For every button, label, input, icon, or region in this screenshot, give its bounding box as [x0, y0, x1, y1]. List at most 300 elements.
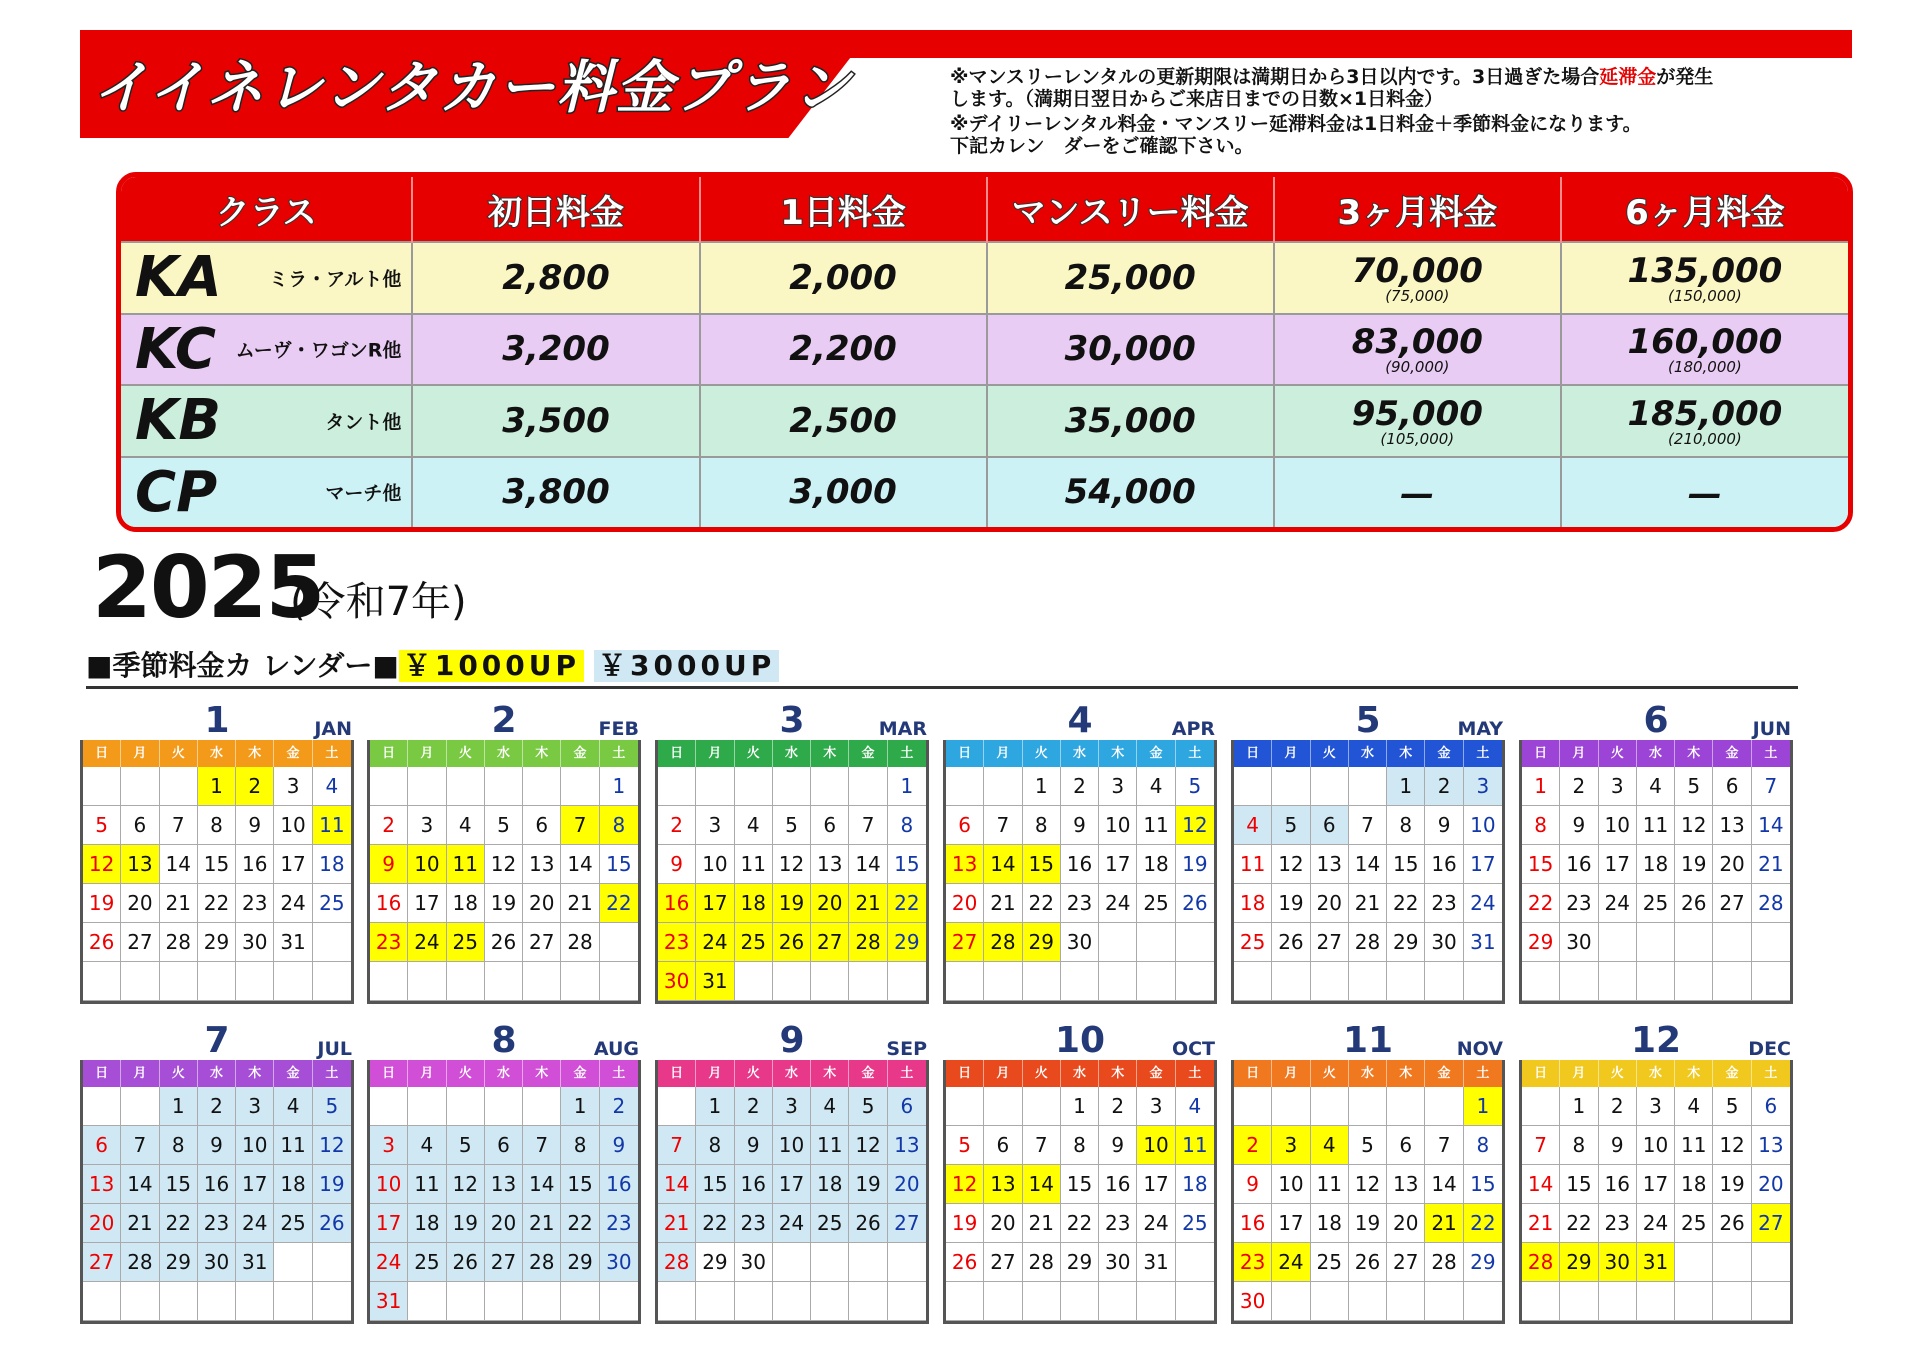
day-cell: 8: [160, 1126, 198, 1165]
weekday-label: 水: [1349, 1060, 1387, 1087]
day-cell: 18: [408, 1204, 446, 1243]
day-cell: 15: [1387, 845, 1425, 884]
day-cell: 7: [1349, 806, 1387, 845]
day-cell: 13: [83, 1165, 121, 1204]
day-cell: 12: [1176, 806, 1214, 845]
month-abbr: JAN: [314, 718, 352, 740]
day-cell: 19: [1349, 1204, 1387, 1243]
month-grid: [367, 740, 641, 1004]
day-cell: 5: [946, 1126, 984, 1165]
day-cell: 1: [561, 1087, 599, 1126]
day-cell: 1: [696, 1087, 734, 1126]
day-cell: 24: [1464, 884, 1502, 923]
weekday-label: 月: [1272, 1060, 1310, 1087]
day-cell: 5: [1675, 767, 1713, 806]
day-cell: 22: [1464, 1204, 1502, 1243]
empty-cell: [561, 767, 599, 806]
empty-cell: [1425, 1282, 1463, 1321]
month-abbr: OCT: [1171, 1038, 1215, 1060]
empty-cell: [946, 1087, 984, 1126]
day-cell: 11: [1176, 1126, 1214, 1165]
day-cell: 23: [1061, 884, 1099, 923]
day-cell: 16: [600, 1165, 638, 1204]
day-cell: 23: [1560, 884, 1598, 923]
note-text: ※デイリーレンタル料金・マンスリー延滞料金は1日料金＋季節料金になります。: [950, 113, 1642, 135]
weekday-label: 日: [1234, 740, 1272, 767]
weekday-label: 火: [1311, 740, 1349, 767]
weekday-label: 火: [1599, 740, 1637, 767]
empty-cell: [1311, 1282, 1349, 1321]
day-cell: 26: [313, 1204, 351, 1243]
empty-cell: [561, 962, 599, 1001]
day-cell: 8: [1387, 806, 1425, 845]
day-cell: 9: [735, 1126, 773, 1165]
day-cell: 21: [658, 1204, 696, 1243]
day-cell: 5: [447, 1126, 485, 1165]
day-cell: 18: [1637, 845, 1675, 884]
day-cells: [370, 1087, 638, 1321]
day-cell: 29: [888, 923, 926, 962]
day-cell: 27: [523, 923, 561, 962]
empty-cell: [1234, 962, 1272, 1001]
weekday-label: 水: [1061, 740, 1099, 767]
day-cell: 6: [121, 806, 159, 845]
weekday-label: 月: [408, 1060, 446, 1087]
day-cell: 2: [1099, 1087, 1137, 1126]
day-cell: 3: [1464, 767, 1502, 806]
day-cell: 10: [370, 1165, 408, 1204]
day-cell: 29: [1061, 1243, 1099, 1282]
empty-cell: [1752, 1243, 1790, 1282]
weekday-label: 木: [1675, 740, 1713, 767]
day-cell: 2: [1061, 767, 1099, 806]
empty-cell: [811, 767, 849, 806]
day-cell: 25: [811, 1204, 849, 1243]
month-number: 1: [204, 700, 230, 741]
day-cell: 4: [811, 1087, 849, 1126]
day-cell: 10: [773, 1126, 811, 1165]
empty-cell: [1176, 1282, 1214, 1321]
price-header-row: [121, 177, 1848, 242]
weekday-row: [83, 1060, 351, 1087]
day-cell: 22: [1023, 884, 1061, 923]
weekday-label: 火: [1311, 1060, 1349, 1087]
empty-cell: [447, 767, 485, 806]
day-cell: 15: [1522, 845, 1560, 884]
empty-cell: [1176, 962, 1214, 1001]
empty-cell: [1311, 962, 1349, 1001]
day-cell: 9: [236, 806, 274, 845]
day-cell: 18: [1234, 884, 1272, 923]
day-cell: 30: [600, 1243, 638, 1282]
weekday-label: 日: [946, 740, 984, 767]
day-cell: 3: [408, 806, 446, 845]
day-cell: 10: [274, 806, 312, 845]
weekday-row: [946, 740, 1214, 767]
empty-cell: [121, 1282, 159, 1321]
day-cell: 19: [485, 884, 523, 923]
empty-cell: [447, 1282, 485, 1321]
empty-cell: [523, 1282, 561, 1321]
empty-cell: [408, 1282, 446, 1321]
weekday-label: 火: [735, 740, 773, 767]
day-cell: 9: [1599, 1126, 1637, 1165]
day-cell: 3: [1099, 767, 1137, 806]
six-month-cell: [1561, 457, 1848, 528]
day-cell: 20: [984, 1204, 1022, 1243]
first-day-price: 3,500: [412, 385, 699, 457]
day-cell: 29: [1464, 1243, 1502, 1282]
day-cell: 26: [946, 1243, 984, 1282]
weekday-label: 火: [447, 740, 485, 767]
day-cell: 21: [1522, 1204, 1560, 1243]
class-cell: [121, 385, 412, 457]
day-cell: 7: [984, 806, 1022, 845]
notes: [950, 66, 1855, 160]
weekday-label: 木: [811, 740, 849, 767]
day-cell: 28: [1425, 1243, 1463, 1282]
monthly-price: 25,000: [987, 242, 1274, 314]
weekday-label: 土: [1764, 746, 1778, 761]
day-cells: [83, 767, 351, 1001]
six-month-price: 135,000: [1627, 250, 1783, 291]
weekday-row: [370, 740, 638, 767]
day-cell: 11: [1137, 806, 1175, 845]
month-grid: [80, 740, 354, 1004]
weekday-label: 金: [1425, 740, 1463, 767]
weekday-label: 日: [946, 1060, 984, 1087]
day-cell: 5: [485, 806, 523, 845]
empty-cell: [1023, 962, 1061, 1001]
empty-cell: [523, 767, 561, 806]
day-cell: 2: [236, 767, 274, 806]
empty-cell: [1675, 1282, 1713, 1321]
day-cell: 28: [561, 923, 599, 962]
weekday-label: 水: [485, 740, 523, 767]
day-cell: 11: [313, 806, 351, 845]
empty-cell: [485, 1087, 523, 1126]
header-class: クラス: [121, 177, 412, 242]
month-abbr: MAY: [1457, 718, 1503, 740]
weekday-row: [83, 740, 351, 767]
day-cell: 13: [121, 845, 159, 884]
empty-cell: [1349, 1282, 1387, 1321]
six-month-price: 185,000: [1627, 393, 1783, 434]
empty-cell: [447, 1087, 485, 1126]
weekday-row: [946, 1060, 1214, 1087]
six-month-price: —: [1687, 474, 1722, 515]
day-cell: 3: [1599, 767, 1637, 806]
weekday-label: 木: [1099, 740, 1137, 767]
empty-cell: [1349, 767, 1387, 806]
day-cell: 16: [1099, 1165, 1137, 1204]
day-cell: 29: [1023, 923, 1061, 962]
day-cell: 21: [849, 884, 887, 923]
empty-cell: [485, 767, 523, 806]
day-cell: 14: [849, 845, 887, 884]
month-header: [943, 700, 1217, 740]
class-models: マーチ他: [325, 482, 402, 505]
day-cell: 20: [485, 1204, 523, 1243]
day-cells: [1522, 767, 1790, 1001]
empty-cell: [408, 962, 446, 1001]
three-month-price: 95,000: [1351, 393, 1483, 434]
day-cell: 10: [696, 845, 734, 884]
month-grid: [655, 740, 929, 1004]
day-cell: 26: [447, 1243, 485, 1282]
day-cell: 2: [735, 1087, 773, 1126]
day-cell: 4: [735, 806, 773, 845]
day-cells: [370, 767, 638, 1001]
day-cell: 16: [370, 884, 408, 923]
day-cell: 11: [1675, 1126, 1713, 1165]
day-cell: 7: [1752, 767, 1790, 806]
season-legend: [86, 650, 1798, 689]
day-cell: 4: [1311, 1126, 1349, 1165]
day-cell: 1: [1522, 767, 1560, 806]
empty-cell: [735, 767, 773, 806]
empty-cell: [1234, 1087, 1272, 1126]
day-cell: 19: [1176, 845, 1214, 884]
day-cell: 5: [1176, 767, 1214, 806]
three-month-cell: [1274, 242, 1561, 314]
empty-cell: [1464, 962, 1502, 1001]
legend-tier1: ￥1000UP: [399, 650, 584, 682]
empty-cell: [121, 962, 159, 1001]
day-cell: 17: [1464, 845, 1502, 884]
day-cell: 28: [1522, 1243, 1560, 1282]
empty-cell: [1752, 923, 1790, 962]
empty-cell: [83, 1087, 121, 1126]
day-cell: 8: [198, 806, 236, 845]
day-cell: 28: [121, 1243, 159, 1282]
first-day-price: 3,800: [412, 457, 699, 528]
empty-cell: [408, 767, 446, 806]
empty-cell: [236, 1282, 274, 1321]
daily-price: 3,000: [700, 457, 987, 528]
header-first-day: 初日料金: [412, 177, 699, 242]
day-cell: 18: [274, 1165, 312, 1204]
day-cell: 15: [1560, 1165, 1598, 1204]
day-cell: 27: [1387, 1243, 1425, 1282]
day-cell: 17: [1637, 1165, 1675, 1204]
day-cell: 26: [1349, 1243, 1387, 1282]
day-cells: [658, 1087, 926, 1321]
month-header: [80, 1020, 354, 1060]
day-cell: 3: [274, 767, 312, 806]
empty-cell: [1023, 1087, 1061, 1126]
day-cell: 28: [1023, 1243, 1061, 1282]
month-header: [1519, 700, 1793, 740]
weekday-label: 土: [325, 1066, 339, 1081]
empty-cell: [658, 1087, 696, 1126]
day-cell: 20: [523, 884, 561, 923]
empty-cell: [888, 1243, 926, 1282]
empty-cell: [198, 962, 236, 1001]
empty-cell: [408, 1087, 446, 1126]
day-cell: 18: [1311, 1204, 1349, 1243]
day-cell: 24: [773, 1204, 811, 1243]
empty-cell: [370, 767, 408, 806]
day-cell: 20: [83, 1204, 121, 1243]
day-cell: 4: [408, 1126, 446, 1165]
empty-cell: [83, 767, 121, 806]
month-number: 9: [779, 1020, 805, 1061]
month-header: [655, 1020, 929, 1060]
day-cell: 24: [696, 923, 734, 962]
day-cell: 6: [523, 806, 561, 845]
empty-cell: [313, 1282, 351, 1321]
weekday-label: 火: [447, 1060, 485, 1087]
day-cell: 25: [1137, 884, 1175, 923]
empty-cell: [1234, 767, 1272, 806]
weekday-label: 土: [1764, 1066, 1778, 1081]
day-cell: 27: [1713, 884, 1751, 923]
day-cell: 12: [773, 845, 811, 884]
day-cell: 13: [1311, 845, 1349, 884]
empty-cell: [1752, 1282, 1790, 1321]
day-cell: 9: [1099, 1126, 1137, 1165]
empty-cell: [811, 1282, 849, 1321]
empty-cell: [160, 962, 198, 1001]
day-cell: 4: [1176, 1087, 1214, 1126]
weekday-label: 金: [1425, 1060, 1463, 1087]
day-cell: 27: [946, 923, 984, 962]
day-cell: 4: [447, 806, 485, 845]
empty-cell: [1099, 1282, 1137, 1321]
weekday-label: 月: [1560, 1060, 1598, 1087]
weekday-label: 水: [198, 740, 236, 767]
price-table-grid: [121, 177, 1848, 527]
day-cell: 7: [658, 1126, 696, 1165]
weekday-row: [1234, 1060, 1502, 1087]
day-cell: 31: [696, 962, 734, 1001]
late-fee-text: 延滞金: [1599, 66, 1657, 88]
day-cell: 7: [1522, 1126, 1560, 1165]
day-cell: 15: [198, 845, 236, 884]
daily-price: 2,500: [700, 385, 987, 457]
day-cell: 30: [198, 1243, 236, 1282]
day-cell: 5: [313, 1087, 351, 1126]
empty-cell: [811, 962, 849, 1001]
empty-cell: [888, 1282, 926, 1321]
empty-cell: [447, 962, 485, 1001]
day-cell: 30: [1425, 923, 1463, 962]
weekday-label: 土: [612, 1066, 626, 1081]
empty-cell: [888, 962, 926, 1001]
day-cell: 12: [447, 1165, 485, 1204]
day-cell: 23: [1099, 1204, 1137, 1243]
day-cell: 19: [849, 1165, 887, 1204]
day-cell: 12: [1349, 1165, 1387, 1204]
day-cell: 10: [1137, 1126, 1175, 1165]
day-cell: 31: [1137, 1243, 1175, 1282]
day-cell: 30: [1061, 923, 1099, 962]
empty-cell: [773, 962, 811, 1001]
empty-cell: [1637, 923, 1675, 962]
calendar-year: 2025: [92, 538, 324, 638]
day-cell: 1: [1387, 767, 1425, 806]
empty-cell: [1522, 1282, 1560, 1321]
empty-cell: [1137, 923, 1175, 962]
day-cells: [83, 1087, 351, 1321]
month-number: 7: [204, 1020, 230, 1061]
month-calendar: [655, 700, 929, 1004]
day-cell: 9: [1425, 806, 1463, 845]
day-cell: 6: [485, 1126, 523, 1165]
day-cell: 15: [1023, 845, 1061, 884]
weekday-row: [370, 1060, 638, 1087]
day-cell: 20: [1387, 1204, 1425, 1243]
note-text: ※マンスリーレンタルの更新期限は満期日から3日以内です。3日過ぎた場合: [950, 66, 1600, 88]
day-cell: 8: [1464, 1126, 1502, 1165]
weekday-label: 月: [984, 1060, 1022, 1087]
empty-cell: [773, 1282, 811, 1321]
month-grid: [367, 1060, 641, 1324]
weekday-label: 木: [1675, 1060, 1713, 1087]
weekday-label: 土: [1476, 1066, 1490, 1081]
day-cell: 29: [1387, 923, 1425, 962]
day-cell: 24: [1637, 1204, 1675, 1243]
day-cell: 14: [1023, 1165, 1061, 1204]
day-cell: 29: [198, 923, 236, 962]
day-cell: 29: [696, 1243, 734, 1282]
empty-cell: [984, 767, 1022, 806]
weekday-label: 日: [370, 1060, 408, 1087]
day-cell: 23: [735, 1204, 773, 1243]
day-cell: 29: [1522, 923, 1560, 962]
page-title: イイネレンタカー料金プラン: [92, 55, 852, 121]
weekday-label: 土: [325, 746, 339, 761]
day-cell: 3: [696, 806, 734, 845]
three-month-price: 70,000: [1351, 250, 1483, 291]
empty-cell: [1675, 923, 1713, 962]
month-number: 5: [1355, 700, 1381, 741]
day-cell: 14: [561, 845, 599, 884]
day-cell: 28: [658, 1243, 696, 1282]
price-row: [121, 457, 1848, 528]
empty-cell: [1387, 1087, 1425, 1126]
class-code: CP: [135, 459, 218, 525]
class-code: KA: [135, 245, 222, 311]
weekday-label: 日: [1522, 1060, 1560, 1087]
day-cell: 2: [1599, 1087, 1637, 1126]
empty-cell: [1522, 1087, 1560, 1126]
weekday-row: [1234, 740, 1502, 767]
six-month-regular: (210,000): [1668, 429, 1742, 448]
daily-price: 2,200: [700, 314, 987, 386]
day-cell: 24: [1599, 884, 1637, 923]
day-cell: 16: [1234, 1204, 1272, 1243]
class-code: KC: [135, 316, 216, 382]
day-cell: 6: [1387, 1126, 1425, 1165]
day-cell: 21: [160, 884, 198, 923]
day-cell: 15: [696, 1165, 734, 1204]
day-cell: 26: [485, 923, 523, 962]
header-six-month: 6ヶ月料金: [1561, 177, 1848, 242]
day-cell: 18: [1137, 845, 1175, 884]
day-cell: 4: [1637, 767, 1675, 806]
price-row: [121, 385, 1848, 457]
empty-cell: [600, 1282, 638, 1321]
day-cell: 28: [1349, 923, 1387, 962]
day-cell: 4: [1234, 806, 1272, 845]
empty-cell: [1023, 1282, 1061, 1321]
day-cell: 22: [561, 1204, 599, 1243]
day-cell: 5: [773, 806, 811, 845]
weekday-label: 金: [1137, 740, 1175, 767]
day-cell: 12: [83, 845, 121, 884]
